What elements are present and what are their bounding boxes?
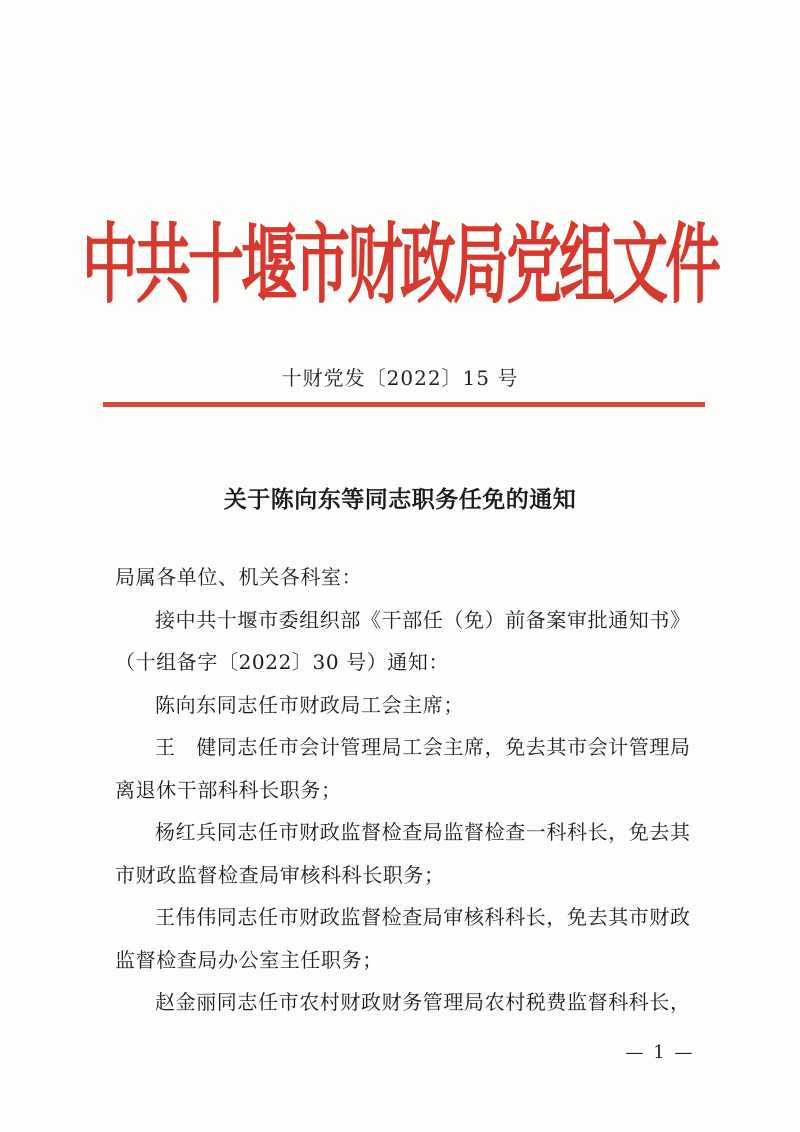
- document-title: 关于陈向东等同志职务任免的通知: [223, 486, 577, 513]
- body-line: 赵金丽同志任市农村财政财务管理局农村税费监督科科长，: [155, 990, 691, 1014]
- body-line: 监督检查局办公室主任职务；: [115, 947, 383, 972]
- body-line: （十组备字〔2022〕30 号）通知：: [115, 650, 450, 674]
- document-masthead: 中共十堰市财政局党组文件: [82, 214, 718, 317]
- body-line: 陈向东同志任市财政局工会主席；: [155, 692, 464, 717]
- body-line: 市财政监督检查局审核科科长职务；: [115, 862, 445, 887]
- red-divider-rule: [103, 402, 705, 407]
- body-line: 王 健同志任市会计管理局工会主席，免去其市会计管理局: [155, 735, 691, 759]
- document-number: 十财党发〔2022〕15 号: [281, 366, 519, 390]
- body-line: 离退休干部科科长职务；: [115, 777, 342, 802]
- document-body: [115, 556, 695, 1024]
- salutation-line: 局属各单位、机关各科室：: [115, 565, 363, 589]
- page-number: — 1 —: [625, 1042, 695, 1063]
- body-line: 杨红兵同志任市财政监督检查局监督检查一科科长，免去其: [155, 820, 691, 844]
- body-line: 王伟伟同志任市财政监督检查局审核科科长，免去其市财政: [155, 905, 691, 929]
- body-line: 接中共十堰市委组织部《干部任（免）前备案审批通知书》: [155, 607, 691, 632]
